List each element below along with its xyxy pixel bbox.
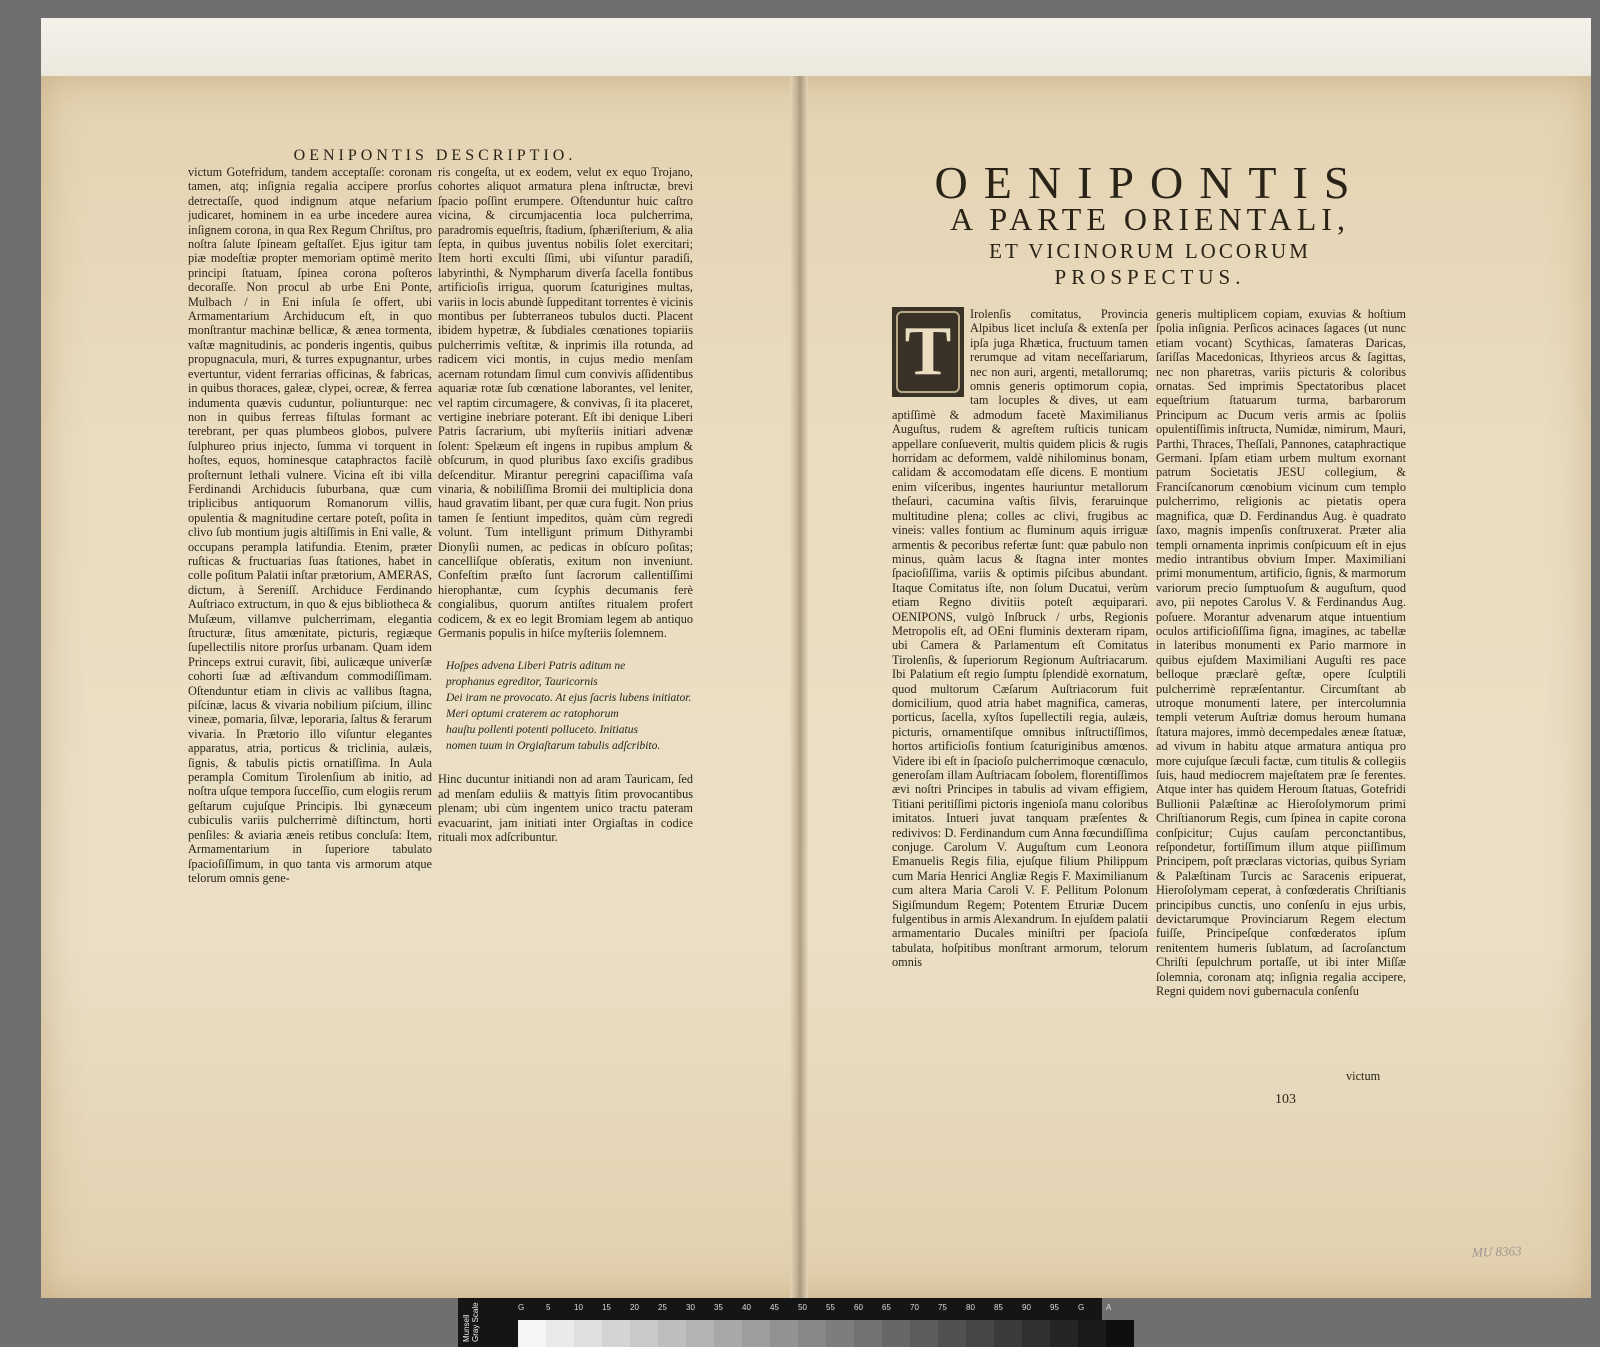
catchword: victum	[1346, 1069, 1381, 1083]
page-number: 103	[1275, 1092, 1296, 1107]
left-page-header: OENIPONTIS DESCRIPTIO.	[293, 147, 577, 164]
right-column-1-text: Irolenſis comitatus, Provincia Alpibus licet incluſa & extenſa per ipſa juga Rhætica, fructuum tamen rerumque ad vitam neceſſariarum, nec non auri, argenti, metallorumq; omnis generis optimorum copia, tam locuples & dives, ut eam aptiſſimè & admodum facetè Maximilianus Auguſtus, rudem & agreſtem ruſticis tunicam appellare conſueverit, multis quidem plicis & rugis horridam ac deformem, valdè nihilominus bonam, calidam & accomodatam eſſe dicens. E montium enim viſceribus, ingentes hauriuntur metallorum theſauri, cacumina vaſtis ſilvis, feraruinque multitudine plena; colles ac clivi, frugibus ac vineis: valles fontium ac fluminum aquis irriguæ armentis & pecoribus refertæ ſunt: quæ pabulo non minus, quàm lacus & ſtagna inter montes ſpacioſiſſima, variis & optimis piſcibus abundant. Itaque Comitatus iſte, non ſolum Ducatui, verùm etiam Regno divitiis poteſt æquiparari. OENIPONS, vulgò Inſbruck / urbs, Regionis Metropolis eſt, ad OEni fluminis dexteram ripam, ubi Camera & Parlamentum eſt Comitatus Tirolenſis, & ſuperiorum Regionum Auſtriacarum. Ibi Palatium eſt regio ſumptu ſplendidè exornatum, quod multorum Cæſarum Auſtriacorum fuit domicilium, quod atria habet magnifica, cameras, porticus, ſacella, xyſtos ſupellectili regia, aulæis, picturis, ornamentiſque omnibus inſtructiſſimos, hortos artificioſis fontium ſcaturiginibus amœnos. Videre ibi eſt in ſpacioſo pulcherrimoque cœnaculo, generoſam illam Auſtriacam ſobolem, florentiſſimos ævi noſtri Principes in tabulis ad vivam effigiem, Titiani peritiſſimi pictoris ingenioſa manu coloribus imitatos. Intueri juvat tanquam præſentes & redivivos: D. Ferdinandum cum Anna fœcundiſſima conjuge. Carolum V. Auguſtum cum Leonora Emanuelis Regis filia, ejuſque filium Philippum cum Maria Henrici Angliæ Regis F. Maximilianum cum altera Maria Caroli V. F. Pellitum Polonum Sigiſmundum Regem; Potentem Etruriæ Ducem fulgentibus in armis Alexandrum. In ejuſdem palatii armamentario Ducales miniſtri per ſpacioſa tabulata, hoſpitibus monſtrant armorum, telorum omnis	[892, 307, 1148, 970]
grayscale-tick-label: 20	[630, 1303, 639, 1312]
grayscale-tick-label: 40	[742, 1303, 751, 1312]
grayscale-swatch	[882, 1320, 910, 1347]
left-column-2-end-text: Hinc ducuntur initiandi non ad aram Tauricam, ſed ad menſam eduliis & mattyis ſitim provocantibus plenam; ubi cùm ingentem unico tractu pateram evacuarint, jam initiati inter Orgiaſtas in codice rituali mox adſcribuntur.	[438, 772, 693, 845]
title-line-2: A PARTE ORIENTALI,	[950, 201, 1350, 237]
grayscale-tick-label: 50	[798, 1303, 807, 1312]
grayscale-swatch	[1050, 1320, 1078, 1347]
grayscale-swatch	[938, 1320, 966, 1347]
title-line-3: ET VICINORUM LOCORUM	[989, 239, 1311, 263]
right-column-2-text: generis multiplicem copiam, exuvias & hoſtium ſpolia inſignia. Perſicos acinaces ſagaces (ut nunc etiam vocant) Scythicas, ſamateras Daricas, ſariſſas Macedonicas, Ithyrieos arcus & ſagittas, nec non pharetras, variis picturis & coloribus ornatas. Sed imprimis Spectatoribus placet equeſtrium ſtatuarum turma, barbarorum Principum ac Ducum veris armis ac ſpoliis opulentiſſimis inſtructa, Numidæ, nimirum, Mauri, Parthi, Thraces, Theſſali, Pannones, cataphractique Germani. Ipſam etiam urbem multum exornant patrum Societatis JESU collegium, & Franciſcanorum cœnobium vicinum cum templo pulcherrimo, religionis ac pietatis opera magnifica, quæ D. Ferdinandus Aug. è quadrato ſaxo, magnis impenſis conſtruxerat. Præter alia templi ornamenta inprimis conſpicuum eſt in ejus medio intrantibus obvium Imper. Maximiliani primi monumentum, artificio, ſignis, & marmorum variorum precio ſumptuoſum & auguſtum, quod avo, pii nepotes Carolus V. & Ferdinandus Aug. poſuere. Morantur advenarum atque intuentium oculos artificioſiſſima ſigna, imagines, ac tabellæ in lateribus monumenti ex Pario marmore in quibus ejuſdem Maximiliani Auguſti res pace belloque præclarè geſtæ, opere ſculptili pulcherrimè repræſentantur. Circumſtant ab utroque monumenti latere, per intercolumnia templi veterum Auſtriæ domus heroum humana ſtatura majores, immò decempedales æneæ ſtatuæ, ad vivum in habitu atque armatura antiqua pro more cujuſque ſæculi factæ, cum titulis & collegiis ſuis, haud mediocrem majeſtatem præ ſe ferentes. Atque inter has quidem Heroum ſtatuas, Gotefridi Bullionii Palæſtinæ ac Hieroſolymorum primi Chriſtianorum Regis, cum ſpinea in capite corona conſpicitur; Cujus cauſam perconctantibus, reſpondetur, fortiſſimum illum atque piiſſimum Principem, poſt præclaras victorias, quibus Syriam & Palæſtinam Turcis ac Saracenis eripuerat, Hieroſolymam ceperat, à confœderatis Chriſtianis principibus cunctis, uno conſenſu in ejus urbis, devictarumque Provinciarum Regem electum fuiſſe, Principeſque confœderatos ipſum renitentem humeris ſublatum, ad ſacroſanctum Chriſti ſepulchrum portaſſe, ut ibi inter Miſſæ ſolemnia, coronam atq; inſignia regalia accipere, Regni quidem novi gubernacula conſenſu	[1156, 307, 1406, 999]
grayscale-swatch	[770, 1320, 798, 1347]
poem-line: prophanus egreditor, Tauricornis	[446, 676, 598, 689]
grayscale-tick-label: 35	[714, 1303, 723, 1312]
poem-line: Dei iram ne provocato. At ejus ſacris lubens initiator.	[446, 692, 692, 705]
left-column-2	[438, 165, 693, 935]
grayscale-swatch	[630, 1320, 658, 1347]
left-column-1	[188, 165, 432, 923]
grayscale-swatch	[1078, 1320, 1106, 1347]
grayscale-tick-label: 90	[1022, 1303, 1031, 1312]
grayscale-tick-label: 5	[546, 1303, 551, 1312]
grayscale-swatch	[714, 1320, 742, 1347]
grayscale-tick-label: 10	[574, 1303, 583, 1312]
grayscale-tick-label: 85	[994, 1303, 1003, 1312]
grayscale-swatch	[742, 1320, 770, 1347]
grayscale-tick-label: 25	[658, 1303, 667, 1312]
inscription-poem	[446, 658, 693, 754]
grayscale-tick-label: 60	[854, 1303, 863, 1312]
grayscale-card	[458, 1298, 1112, 1347]
grayscale-swatches	[518, 1320, 1134, 1347]
grayscale-tick-label: 75	[938, 1303, 947, 1312]
grayscale-swatch	[854, 1320, 882, 1347]
left-column-1-text: victum Gotefridum, tandem acceptaſſe: coronam tamen, atq; inſignia regalia accipere prorſus detrectaſſe, quod indignum atque nefarium judicaret, hominem in ea urbe incedere aurea inſignem corona, in qua Rex Regum Chriſtus, pro noſtra ſalute ſpineam geſtaſſet. Ejus igitur tam piæ modeſtiæ propter memoriam optimè merito principi ſtatuam, ſpinea corona poſteros decoraſſe. Non procul ab urbe Eni Ponte, Mulbach / in Eni inſula ſe offert, ubi Armamentarium Archiducum eſt, in quo monſtrantur machinæ bellicæ, & ænea tormenta, vaſtæ magnitudinis, ac ponderis ingentis, quibus propugnacula, muri, & turres expugnantur, urbes evertuntur, vident ferrarias officinas, & fabricas, in quibus thoraces, galeæ, clypei, ocreæ, & ferrea indumenta quævis cuduntur, poliunturque: nec non in quibus ferreas fiſtulas formant ac terebrant, per quas plumbeos globos, pulvere ſulphureo prius injecto, ſumma vi torquent in hoſtes, equos, hominesque cataphractos facilè proſternunt lethali vulnere. Vicina eſt ibi villa Ferdinandi Archiducis ſuburbana, quæ cum triplicibus antiquorum Romanorum villis, opulentia & magnitudine certare poteſt, poſita in clivo ſub montium jugis altiſſimis in Eni valle, & occupans perampla latifundia. Etenim, præter ruſticas & fructuarias ſuas ſtationes, habet in colle poſitum Palatii inſtar prætorium, AMERAS, dictum, à Sereniſſ. Archiduce Ferdinando Auſtriaco extructum, in quo & ejus bibliotheca & Muſæum, villamve pulcherrimam, elegantia ſtructuræ, ſitus amœnitate, picturis, regiæque ſupellectilis nitore prorſus urbanam. Quam idem Princeps extrui curavit, ſibi, aulicæque univerſæ cohorti ſuæ ad æſtivandum commodiſſimam. Oſtenduntur etiam in clivis ac vallibus ſtagna, piſcinæ, lacus & vivaria nobilium piſcium, illinc vineæ, pomaria, ſilvæ, leporaria, ſaltus & ferarum vivaria. In Prætorio illo viſuntur elegantes apparatus, atria, porticus & triclinia, aulæis, ſignis, & tabulis pictis ornatiſſima. In Aula perampla Comitum Tirolenſium ab initio, ad noſtra uſque tempora ſucceſſio, cum elogiis rerum geſtarum cujuſque Principis. Ibi gynæceum cubiculis variis pulcherrimè diſtinctum, horti penſiles: & aviaria æneis retibus concluſa: Item, Armamentarium in ſuperiore tabulato ſpacioſiſſimum, in quo tanta vis armorum atque telorum omnis gene-	[188, 165, 432, 885]
grayscale-tick-label: 15	[602, 1303, 611, 1312]
poem-line: hauſtu pollenti potenti polluceto. Initiatus	[446, 724, 638, 737]
grayscale-tick-label: 80	[966, 1303, 975, 1312]
grayscale-tick-label: A	[1106, 1303, 1112, 1312]
grayscale-label: Munsell Gray Scale	[462, 1302, 480, 1342]
center-fold	[790, 76, 808, 1298]
grayscale-swatch	[602, 1320, 630, 1347]
grayscale-tick-label: G	[518, 1303, 525, 1312]
right-column-2	[1156, 307, 1406, 1075]
grayscale-swatch	[574, 1320, 602, 1347]
grayscale-swatch	[826, 1320, 854, 1347]
poem-line: Hoſpes advena Liberi Patris aditum ne	[446, 660, 626, 673]
grayscale-swatch	[994, 1320, 1022, 1347]
grayscale-swatch	[686, 1320, 714, 1347]
title-line-1: OENIPONTIS	[934, 157, 1366, 208]
mounting-tape	[41, 18, 1591, 79]
grayscale-swatch	[518, 1320, 546, 1347]
grayscale-tick-label: 55	[826, 1303, 835, 1312]
grayscale-swatch	[966, 1320, 994, 1347]
right-column-1	[892, 307, 1148, 1087]
grayscale-swatch	[1106, 1320, 1134, 1347]
poem-line: nomen tuum in Orgiaſtarum tabulis adſcribito.	[446, 740, 661, 753]
decorated-initial: T	[892, 307, 964, 397]
grayscale-tick-label: 45	[770, 1303, 779, 1312]
grayscale-swatch	[658, 1320, 686, 1347]
grayscale-swatch	[546, 1320, 574, 1347]
left-column-2-text: ris congeſta, ut ex eodem, velut ex equo Trojano, cohortes aliquot armatura plena inſtructæ, brevi ſpacio poſſint erumpere. Oſtenduntur huic caſtro vicina, & circumjacentia loca pulcherrima, paradromis equeſtris, ſtadium, ſphæriſterium, & alia ſepta, in quibus juventus nobilis ſolet exercitari; Item horti exculti ſſimi, ubi viſuntur paradiſi, labyrinthi, & Nympharum diverſa ſacella fontibus artificioſis irrigua, quorum ſcaturigines multas, variis in locis abundè ſuppeditant torrentes è vicinis montibus per ſubterraneos tubulos ducti. Placent ibidem hypetræ, & ſubdiales cœnationes topiariis pulcherrimis veſtitæ, & inprimis illa rotunda, ad radicem vici montis, in cujus medio menſam acernam rotundam ſimul cum convivis aſſidentibus aquariæ rotæ ſub cœnatione laborantes, vel leniter, vel raptim circumagere, & convivas, ſi ita placeret, vertigine inebriare poterant. Eſt ibi denique Liberi Patris ſacrarium, ubi myſteriis initiari advenæ ſolent: Spelæum eſt ingens in rupibus amplum & obſcurum, in quod pluribus ſaxo exciſis gradibus deſcenditur. Mirantur peregrini capaciſſima vaſa vinaria, & nobiliſſima Bromii dei multiplicia dona haud gravatim libant, per quæ cura fugit. Non prius tamen ſe ſentiunt impeditos, quàm cùm regredi volunt. Tum intelligunt primum Dithyrambi Dionyſii numen, ac pedicas in obſcuro poſitas; cancelliſque obſeratis, exitum non inveniunt. Confeſtim præſto ſunt ſacrorum callentiſſimi hierophantæ, cum ſcyphis decumanis ferè congialibus, quorum antiſtes ritualem profert codicem, & ex eo legit Bromiam legem ab antiquo Germanis populis in hiſce myſteriis ſolemnem.	[438, 165, 693, 640]
grayscale-tick-label: 65	[882, 1303, 891, 1312]
grayscale-tick-label: 30	[686, 1303, 695, 1312]
title-line-4: PROSPECTUS.	[1054, 265, 1246, 289]
grayscale-tick-label: G	[1078, 1303, 1085, 1312]
grayscale-swatch	[910, 1320, 938, 1347]
grayscale-swatch	[1022, 1320, 1050, 1347]
poem-line: Meri optumi craterem ac ratophorum	[446, 708, 619, 721]
grayscale-tick-label: 95	[1050, 1303, 1059, 1312]
grayscale-ticks	[518, 1303, 1134, 1312]
grayscale-tick-label: 70	[910, 1303, 919, 1312]
grayscale-swatch	[798, 1320, 826, 1347]
catalog-mark: MU 8363	[1471, 1243, 1522, 1260]
